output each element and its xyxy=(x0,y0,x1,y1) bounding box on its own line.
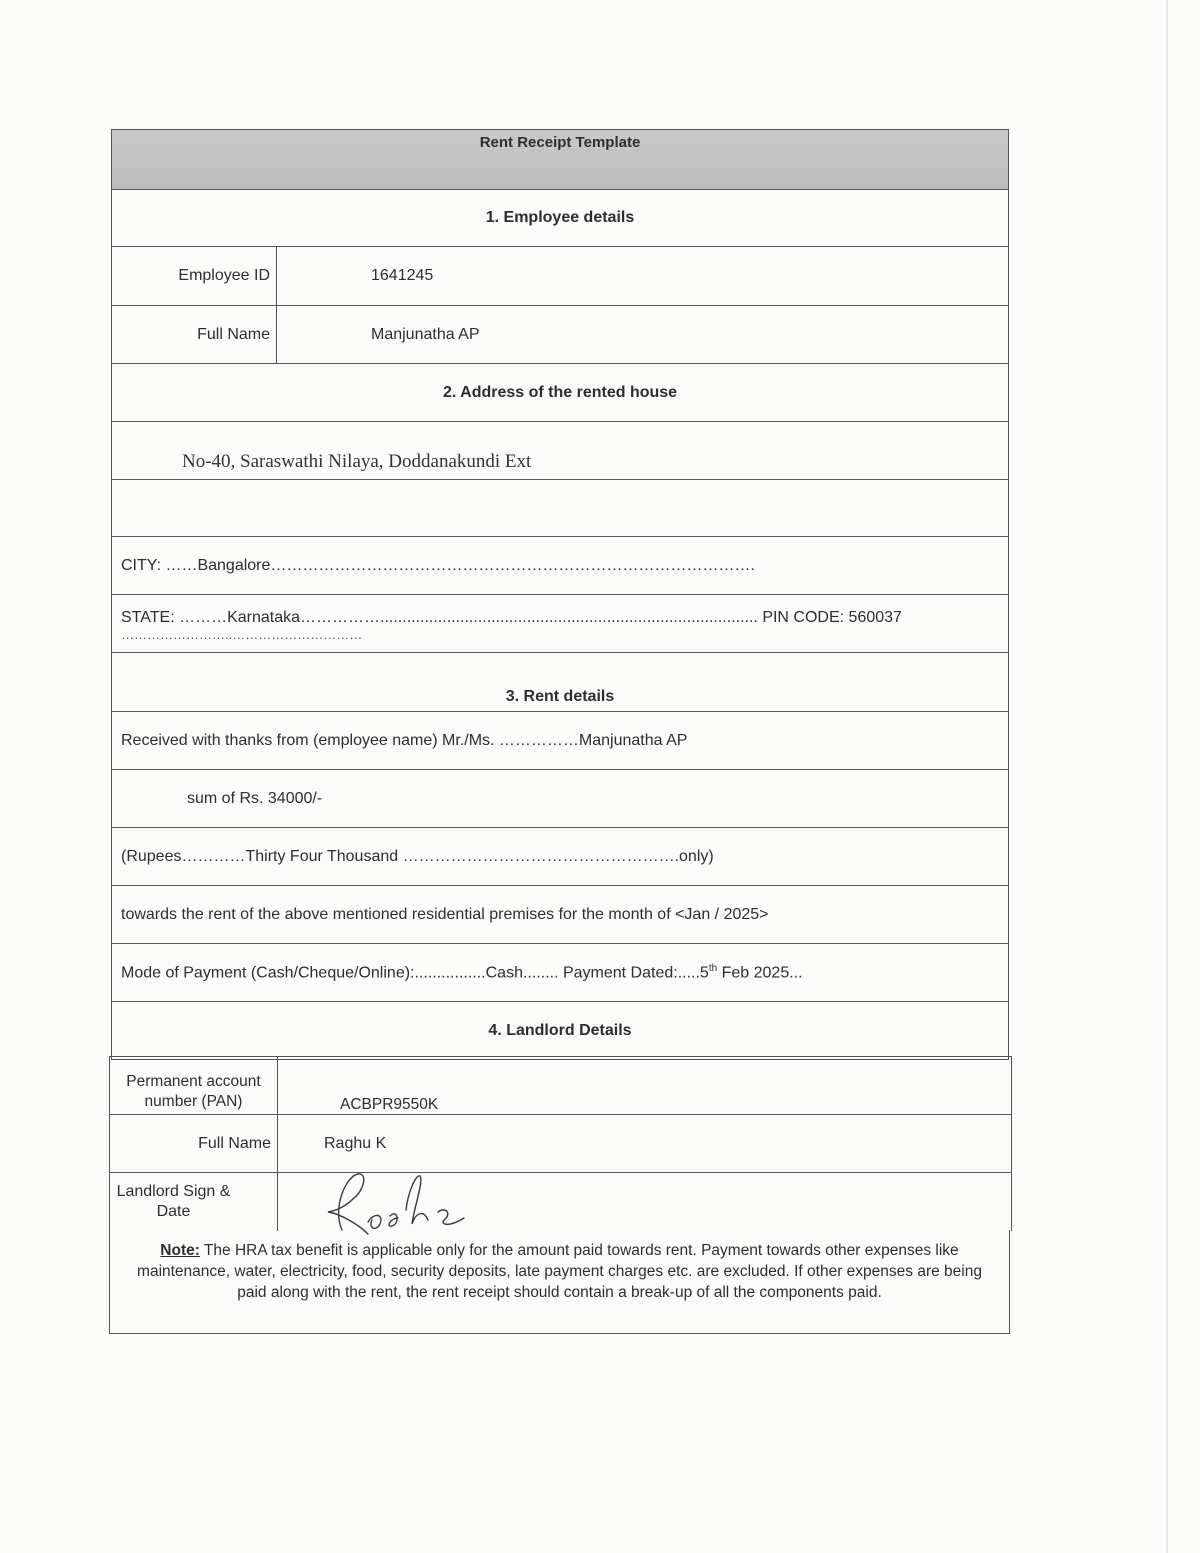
payment-text xyxy=(121,963,803,982)
landlord-sign-label: Landlord Sign & Date xyxy=(110,1173,278,1231)
state-row xyxy=(112,595,1008,653)
section-rent-details: 3. Rent details xyxy=(112,653,1008,712)
address-line-1-text: No-40, Saraswathi Nilaya, Doddanakundi Ext xyxy=(182,450,532,472)
towards-row xyxy=(112,886,1008,944)
payment-date-suffix: th xyxy=(708,962,718,974)
scan-page-edge xyxy=(1166,0,1168,1553)
employee-id-value: 1641245 xyxy=(371,267,434,284)
received-text: Received with thanks from (employee name) Mr./Ms. ……………Manjunatha AP xyxy=(121,731,688,749)
sum-text: sum of Rs. 34000/- xyxy=(187,789,323,807)
section-employee-details: 1. Employee details xyxy=(112,190,1008,247)
section-landlord-details: 4. Landlord Details xyxy=(112,1002,1008,1060)
note-label: Note: xyxy=(160,1242,200,1259)
towards-text: towards the rent of the above mentioned residential premises for the month of <Jan / 2025> xyxy=(121,905,769,923)
employee-id-label: Employee ID xyxy=(112,247,277,305)
payment-text-a: Mode of Payment (Cash/Cheque/Online):................Cash........ Payment Dated:.....5 xyxy=(121,964,709,982)
address-line-2 xyxy=(112,480,1008,537)
sum-row xyxy=(112,770,1008,828)
payment-text-b: Feb 2025... xyxy=(717,964,803,982)
rupees-row xyxy=(112,828,1008,886)
rupees-text: (Rupees…………Thirty Four Thousand …………………………………………….only) xyxy=(121,847,714,865)
employee-id-row xyxy=(112,247,1008,306)
city-row xyxy=(112,537,1008,595)
landlord-name-row xyxy=(110,1115,1011,1173)
landlord-signature xyxy=(320,1168,480,1238)
rent-receipt-form xyxy=(111,129,1009,1060)
pan-row xyxy=(110,1057,1011,1115)
pan-value: ACBPR9550K xyxy=(340,1096,439,1113)
pan-label: Permanent account number (PAN) xyxy=(110,1057,278,1114)
form-title: Rent Receipt Template xyxy=(112,130,1008,190)
address-line-1 xyxy=(112,422,1008,480)
city-text: CITY: ……Bangalore………………………………………………………………………………. xyxy=(121,556,755,574)
payment-row xyxy=(112,944,1008,1002)
landlord-name-label: Full Name xyxy=(110,1115,278,1172)
note-text: The HRA tax benefit is applicable only for the amount paid towards rent. Payment towards other expenses like maintenance, water, electricity, food, security deposits, late payment charges etc. are excluded. If other expenses are being paid along with the rent, the rent receipt should contain a break-up of all the components paid. xyxy=(137,1242,982,1301)
section-address: 2. Address of the rented house xyxy=(112,364,1008,422)
state-text: STATE: ………Karnataka……………..................................................................................... PIN CODE: 560037 xyxy=(121,609,902,626)
state-dots: ……………………..………………………… xyxy=(121,627,363,642)
landlord-table xyxy=(109,1056,1012,1231)
received-row xyxy=(112,712,1008,770)
landlord-name-value: Raghu K xyxy=(324,1134,387,1152)
employee-name-value: Manjunatha AP xyxy=(371,325,480,343)
landlord-sign-row xyxy=(110,1173,1011,1231)
employee-name-label: Full Name xyxy=(112,306,277,363)
note-box xyxy=(109,1230,1010,1334)
employee-name-row xyxy=(112,306,1008,364)
